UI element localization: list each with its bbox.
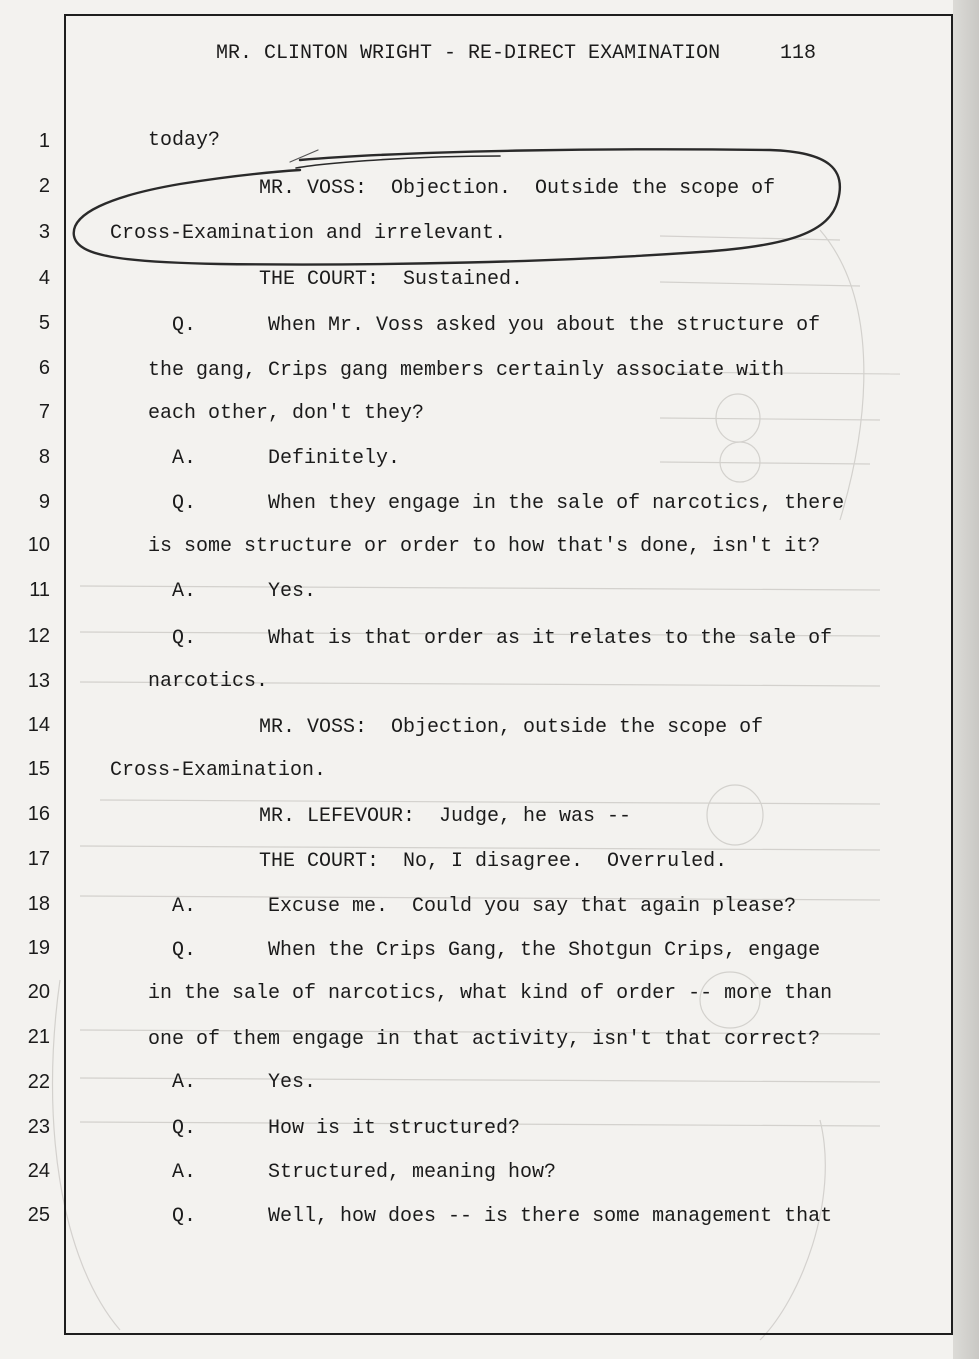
transcript-line: THE COURT: No, I disagree. Overruled. xyxy=(259,850,728,873)
line-number: 12 xyxy=(27,625,50,647)
line-number: 23 xyxy=(27,1116,50,1138)
transcript-line: Cross-Examination. xyxy=(110,759,327,782)
page-header xyxy=(0,40,979,68)
line-number: 5 xyxy=(38,312,50,334)
line-number: 20 xyxy=(27,981,50,1003)
page-number: 118 xyxy=(780,42,817,65)
transcript-line: A. Excuse me. Could you say that again please? xyxy=(172,895,797,918)
page-edge-shadow xyxy=(953,0,979,1359)
line-number: 25 xyxy=(27,1204,50,1226)
transcript-line: Q. When they engage in the sale of narcotics, there xyxy=(172,492,845,515)
header-title: MR. CLINTON WRIGHT - RE-DIRECT EXAMINATION xyxy=(216,42,721,65)
line-number: 24 xyxy=(27,1160,50,1182)
line-number: 19 xyxy=(27,937,50,959)
line-number: 21 xyxy=(27,1026,50,1048)
transcript-line: the gang, Crips gang members certainly associate with xyxy=(148,359,785,382)
transcript-line: Q. When Mr. Voss asked you about the structure of xyxy=(172,314,821,337)
transcript-line: today? xyxy=(148,129,221,152)
transcript-line: one of them engage in that activity, isn't that correct? xyxy=(148,1028,821,1051)
line-number: 2 xyxy=(38,175,50,197)
transcript-line: Q. When the Crips Gang, the Shotgun Crips, engage xyxy=(172,939,821,962)
transcript-line: A. Definitely. xyxy=(172,447,401,470)
transcript-line: A. Yes. xyxy=(172,1071,317,1094)
line-number: 9 xyxy=(38,491,50,513)
line-number: 3 xyxy=(38,221,50,243)
transcript-line: Cross-Examination and irrelevant. xyxy=(110,222,507,245)
transcript-line: Q. What is that order as it relates to the sale of xyxy=(172,627,833,650)
transcript-line: THE COURT: Sustained. xyxy=(259,268,524,291)
line-number: 18 xyxy=(27,893,50,915)
transcript-line: A. Yes. xyxy=(172,580,317,603)
line-number: 14 xyxy=(27,714,50,736)
line-number: 7 xyxy=(38,401,50,423)
transcript-line: MR. VOSS: Objection, outside the scope of xyxy=(259,716,764,739)
transcript-line: MR. VOSS: Objection. Outside the scope of xyxy=(259,177,776,200)
line-number: 10 xyxy=(27,534,50,556)
transcript-line: Q. How is it structured? xyxy=(172,1117,521,1140)
line-number: 8 xyxy=(38,446,50,468)
line-number: 4 xyxy=(38,267,50,289)
line-number: 17 xyxy=(27,848,50,870)
transcript-line: is some structure or order to how that's done, isn't it? xyxy=(148,535,821,558)
line-number: 6 xyxy=(38,357,50,379)
line-number: 22 xyxy=(27,1071,50,1093)
line-number: 15 xyxy=(27,758,50,780)
transcript-line: Q. Well, how does -- is there some management that xyxy=(172,1205,833,1228)
transcript-line: narcotics. xyxy=(148,670,269,693)
line-number: 11 xyxy=(29,579,50,601)
line-number: 1 xyxy=(38,130,50,152)
transcript-line: MR. LEFEVOUR: Judge, he was -- xyxy=(259,805,632,828)
transcript-line: A. Structured, meaning how? xyxy=(172,1161,557,1184)
line-number: 16 xyxy=(27,803,50,825)
line-number: 13 xyxy=(27,670,50,692)
transcript-line: each other, don't they? xyxy=(148,402,425,425)
transcript-line: in the sale of narcotics, what kind of order -- more than xyxy=(148,982,833,1005)
